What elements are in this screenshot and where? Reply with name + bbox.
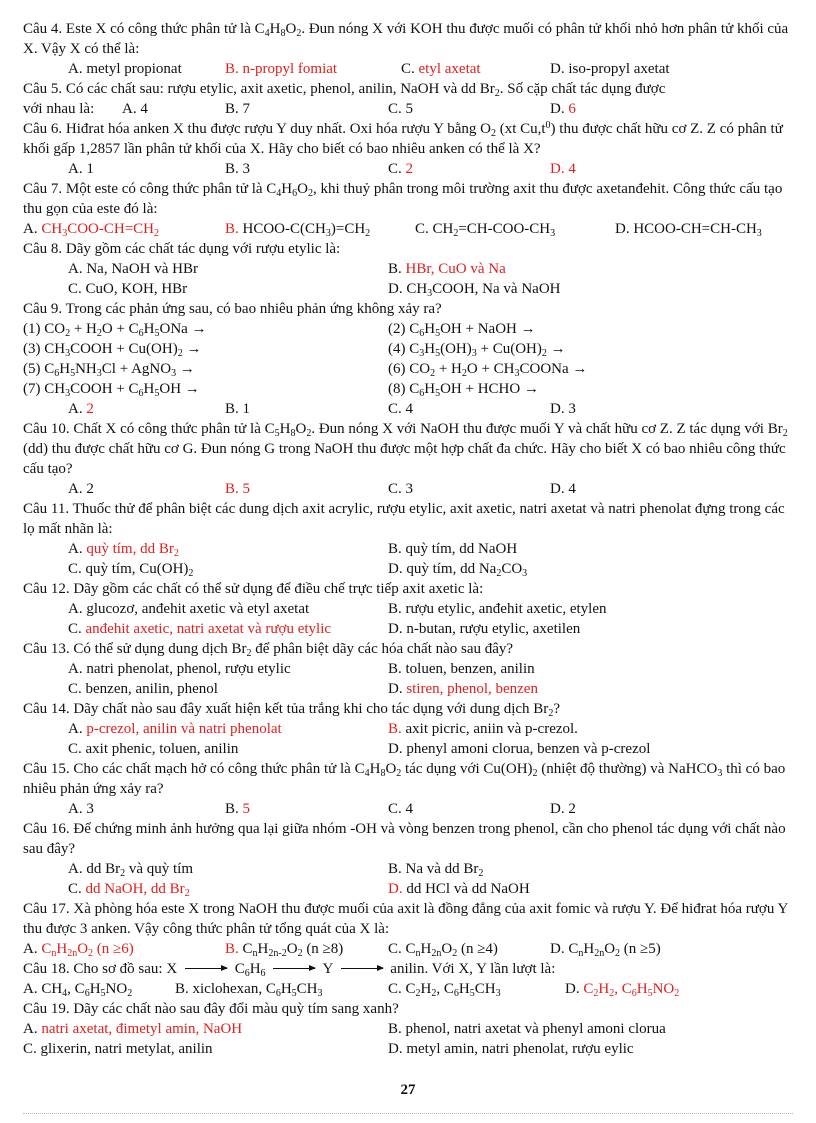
question-14 [23, 699, 795, 759]
option-a[interactable]: A. natri phenolat, phenol, rượu etylic [68, 661, 291, 677]
option-c[interactable]: C. $CH_2=CH-COO-CH_3$ [415, 221, 556, 239]
question-9 [23, 299, 795, 419]
exam-page [23, 19, 795, 1059]
option-b[interactable]: B. rượu etylic, anđehit axetic, etylen [388, 601, 607, 617]
reaction-5: (5) $C_6H_5NH_3Cl$ + AgNO$_3$ → [23, 361, 195, 379]
options-row [23, 219, 795, 239]
question-7 [23, 179, 795, 239]
options-row [23, 719, 795, 739]
option-c[interactable]: C. etyl axetat [401, 61, 481, 77]
options-row [23, 159, 795, 179]
question-16 [23, 819, 795, 899]
option-c[interactable]: C. glixerin, natri metylat, anilin [23, 1041, 213, 1057]
options-row [23, 659, 795, 679]
question-stem: Câu 18. Cho sơ đồ sau: X $C_6H_6$ Y anilin. Với X, Y lần lượt là: [23, 961, 556, 979]
question-stem: Câu 16. Để chứng minh ảnh hưởng qua lại giữa nhóm -OH và vòng benzen trong phenol, cần cho phenol tác dụng với chất nào sau đây? [23, 821, 786, 857]
option-a[interactable]: A. p-crezol, anilin và natri phenolat [68, 721, 282, 737]
question-stem: Câu 14. Dãy chất nào sau đây xuất hiện kết tủa trắng khi cho tác dụng với dung dịch $Br_2$? [23, 701, 560, 719]
option-a[interactable]: A. 4 [122, 101, 148, 117]
question-15 [23, 759, 795, 819]
option-b[interactable]: B. Na và dd $Br_2$ [388, 861, 484, 879]
reaction-row [23, 339, 795, 359]
question-6 [23, 119, 795, 179]
option-d[interactable]: D. metyl amin, natri phenolat, rượu eylic [388, 1041, 634, 1057]
question-10 [23, 419, 795, 499]
option-d[interactable]: D. dd HCl và dd NaOH [388, 881, 530, 897]
option-a[interactable]: A. 2 [68, 481, 94, 497]
option-d[interactable]: D. iso-propyl axetat [550, 61, 670, 77]
option-b[interactable]: B. $C_nH_{2n-2}O_2$ (n ≥8) [225, 941, 344, 959]
option-c[interactable]: C. $C_nH_{2n}O_2$ (n ≥4) [388, 941, 498, 959]
option-a[interactable]: A. quỳ tím, dd $Br_2$ [68, 541, 179, 559]
options-row [23, 739, 795, 759]
option-d[interactable]: D. 4 [550, 161, 576, 177]
question-stem: Câu 4. Este X có công thức phân tử là $C_4H_8O_2$. Đun nóng X với KOH thu được muối có phân tử khối nhỏ hơn phân tử khối của X. Vậy X có thể là: [23, 21, 789, 57]
reaction-row [23, 319, 795, 339]
option-d[interactable]: D. 6 [550, 101, 576, 117]
question-18 [23, 959, 795, 999]
option-a[interactable]: A. natri axetat, đimetyl amin, NaOH [23, 1021, 243, 1037]
options-row [23, 479, 795, 499]
options-row [23, 1039, 795, 1059]
option-d[interactable]: D. n-butan, rượu etylic, axetilen [388, 621, 581, 637]
option-c[interactable]: C. dd NaOH, dd $Br_2$ [68, 881, 190, 899]
options-row [23, 599, 795, 619]
option-d[interactable]: D. quỳ tím, dd $Na_2CO_3$ [388, 561, 528, 579]
question-stem: Câu 19. Dãy các chất nào sau đây đổi màu quỳ tím sang xanh? [23, 1001, 399, 1017]
options-row [23, 1019, 795, 1039]
option-b[interactable]: B. 7 [225, 101, 251, 117]
option-c[interactable]: C. anđehit axetic, natri axetat và rượu etylic [68, 621, 332, 637]
option-a[interactable]: A. metyl propionat [68, 61, 182, 77]
question-4 [23, 19, 795, 79]
option-a[interactable]: A. $CH_4$, $C_6H_5NO_2$ [23, 981, 133, 999]
question-stem: Câu 17. Xà phòng hóa este X trong NaOH thu được muối của axit là đồng đẳng của axit fomic và rượu Y. Để hiđrat hóa rượu Y thu được 3 anken. Vậy công thức phân tử tổng quát của X là: [23, 901, 788, 937]
question-8 [23, 239, 795, 299]
option-a[interactable]: A. 2 [68, 401, 94, 417]
option-d[interactable]: D. $CH_3COOH$, Na và NaOH [388, 281, 561, 299]
option-d[interactable]: D. 3 [550, 401, 576, 417]
options-row [23, 399, 795, 419]
reaction-row [23, 359, 795, 379]
option-c[interactable]: C. 4 [388, 401, 414, 417]
options-row [23, 619, 795, 639]
option-c[interactable]: C. quỳ tím, $Cu(OH)_2$ [68, 561, 194, 579]
option-b[interactable]: B. toluen, benzen, anilin [388, 661, 535, 677]
question-stem: Câu 11. Thuốc thử để phân biệt các dung dịch axit acrylic, rượu etylic, axit axetic, natri axetat và natri phenolat đựng trong các lọ mất nhãn là: [23, 501, 785, 537]
options-row [23, 979, 795, 999]
option-c[interactable]: C. 5 [388, 101, 414, 117]
question-stem: Câu 5. Có các chất sau: rượu etylic, axit axetic, phenol, anilin, NaOH và dd $Br_2$. Số cặp chất tác dụng được [23, 81, 666, 99]
option-c[interactable]: C. axit phenic, toluen, anilin [68, 741, 239, 757]
option-c[interactable]: C. 4 [388, 801, 414, 817]
options-row [23, 939, 795, 959]
option-c[interactable]: C. 2 [388, 161, 414, 177]
options-row [23, 99, 795, 119]
option-a[interactable]: A. $CH_3COO-CH=CH_2$ [23, 221, 159, 239]
reaction-2: (2) $C_6H_5OH$ + NaOH → [388, 321, 536, 339]
question-stem: Câu 12. Dãy gồm các chất có thể sử dụng để điều chế trực tiếp axit axetic là: [23, 581, 484, 597]
option-b[interactable]: B. 3 [225, 161, 251, 177]
footer-divider [23, 1113, 793, 1114]
inline-label: với nhau là: [23, 101, 95, 117]
option-b[interactable]: B. HBr, CuO và Na [388, 261, 506, 277]
options-row [23, 559, 795, 579]
options-row [23, 539, 795, 559]
option-c[interactable]: C. $C_2H_2$, $C_6H_5CH_3$ [388, 981, 501, 999]
question-stem: Câu 13. Có thể sử dụng dung dịch $Br_2$ để phân biệt dãy các hóa chất nào sau đây? [23, 641, 514, 659]
option-a[interactable]: A. 3 [68, 801, 94, 817]
page-number: 27 [400, 1082, 416, 1098]
options-row [23, 279, 795, 299]
option-d[interactable]: D. stiren, phenol, benzen [388, 681, 538, 697]
reaction-4: (4) $C_3H_5(OH)_3 + Cu(OH)_2$ → [388, 341, 566, 359]
question-12 [23, 579, 795, 639]
reaction-6: (6) $CO_2 + H_2O$ + $CH_3COONa$ → [388, 361, 588, 379]
options-row [23, 259, 795, 279]
option-a[interactable]: A. $C_nH_{2n}O_2$ (n ≥6) [23, 941, 134, 959]
question-17 [23, 899, 795, 959]
question-19 [23, 999, 795, 1059]
question-13 [23, 639, 795, 699]
options-row [23, 859, 795, 879]
question-stem: Câu 10. Chất X có công thức phân tử là $C_5H_8O_2$. Đun nóng X với NaOH thu được muối Y và chất hữu cơ Z. Z tác dụng với $Br_2$ (dd) thu được chất hữu cơ G. Đun nóng G trong NaOH thu được một hợp chất đa chức. Hãy cho biết X có bao nhiêu công thức cấu tạo? [23, 421, 788, 477]
option-d[interactable]: D. phenyl amoni clorua, benzen và p-crezol [388, 741, 651, 757]
reaction-8: (8) $C_6H_5OH$ + HCHO → [388, 381, 539, 399]
reaction-1: (1) $CO_2 + H_2O + C_6H_5ONa$ → [23, 321, 207, 339]
option-b[interactable]: B. 1 [225, 401, 251, 417]
option-d[interactable]: D. $C_nH_{2n}O_2$ (n ≥5) [550, 941, 661, 959]
question-11 [23, 499, 795, 579]
option-d[interactable]: D. 4 [550, 481, 576, 497]
option-b[interactable]: B. n-propyl fomiat [225, 61, 338, 77]
option-b[interactable]: B. axit picric, aniin và p-crezol. [388, 721, 578, 737]
option-b[interactable]: B. xiclohexan, $C_6H_5CH_3$ [175, 981, 323, 999]
option-d[interactable]: D. $C_2H_2$, $C_6H_5NO_2$ [565, 981, 680, 999]
option-a[interactable]: A. glucozơ, anđehit axetic và etyl axetat [68, 601, 310, 617]
question-5 [23, 79, 795, 119]
option-b[interactable]: B. 5 [225, 481, 251, 497]
option-b[interactable]: B. 5 [225, 801, 251, 817]
options-row [23, 59, 795, 79]
reaction-3: (3) $CH_3COOH + Cu(OH)_2$ → [23, 341, 202, 359]
option-c[interactable]: C. benzen, anilin, phenol [68, 681, 218, 697]
option-b[interactable]: B. phenol, natri axetat và phenyl amoni clorua [388, 1021, 666, 1037]
reaction-7: (7) $CH_3COOH + C_6H_5OH$ → [23, 381, 200, 399]
question-stem: Câu 7. Một este có công thức phân tử là $C_4H_6O_2$, khi thuỷ phân trong môi trường axit thu được axetanđehit. Công thức cấu tạo thu gọn của este đó là: [23, 181, 783, 217]
question-stem: Câu 9. Trong các phản ứng sau, có bao nhiêu phản ứng không xảy ra? [23, 301, 442, 317]
option-d[interactable]: D. 2 [550, 801, 576, 817]
options-row [23, 799, 795, 819]
option-a[interactable]: A. Na, NaOH và HBr [68, 261, 198, 277]
options-row [23, 679, 795, 699]
question-stem: Câu 15. Cho các chất mạch hở có công thức phân tử là $C_4H_8O_2$ tác dụng với $Cu(OH)_2$ (nhiệt độ thường) và NaHCO$_3$ thì có bao nhiêu phản ứng xảy ra? [23, 761, 786, 797]
reaction-row [23, 379, 795, 399]
option-a[interactable]: A. dd $Br_2$ và quỳ tím [68, 861, 194, 879]
option-b[interactable]: B. HCOO-$C(CH_3)=CH_2$ [225, 221, 371, 239]
question-stem: Câu 8. Dãy gồm các chất tác dụng với rượu etylic là: [23, 241, 341, 257]
question-stem: Câu 6. Hiđrat hóa anken X thu được rượu Y duy nhất. Oxi hóa rượu Y bằng $O_2$ (xt $Cu,t^0$) thu được chất hữu cơ Z. Z có phân tử khối gấp 1,2857 lần phân tử khối của X. Hãy cho biết có bao nhiêu anken có thể là X? [23, 120, 783, 157]
option-c[interactable]: C. 3 [388, 481, 414, 497]
options-row [23, 879, 795, 899]
option-d[interactable]: D. HCOO-$CH=CH-CH_3$ [615, 221, 762, 239]
option-c[interactable]: C. CuO, KOH, HBr [68, 281, 188, 297]
option-a[interactable]: A. 1 [68, 161, 94, 177]
option-b[interactable]: B. quỳ tím, dd NaOH [388, 541, 518, 557]
